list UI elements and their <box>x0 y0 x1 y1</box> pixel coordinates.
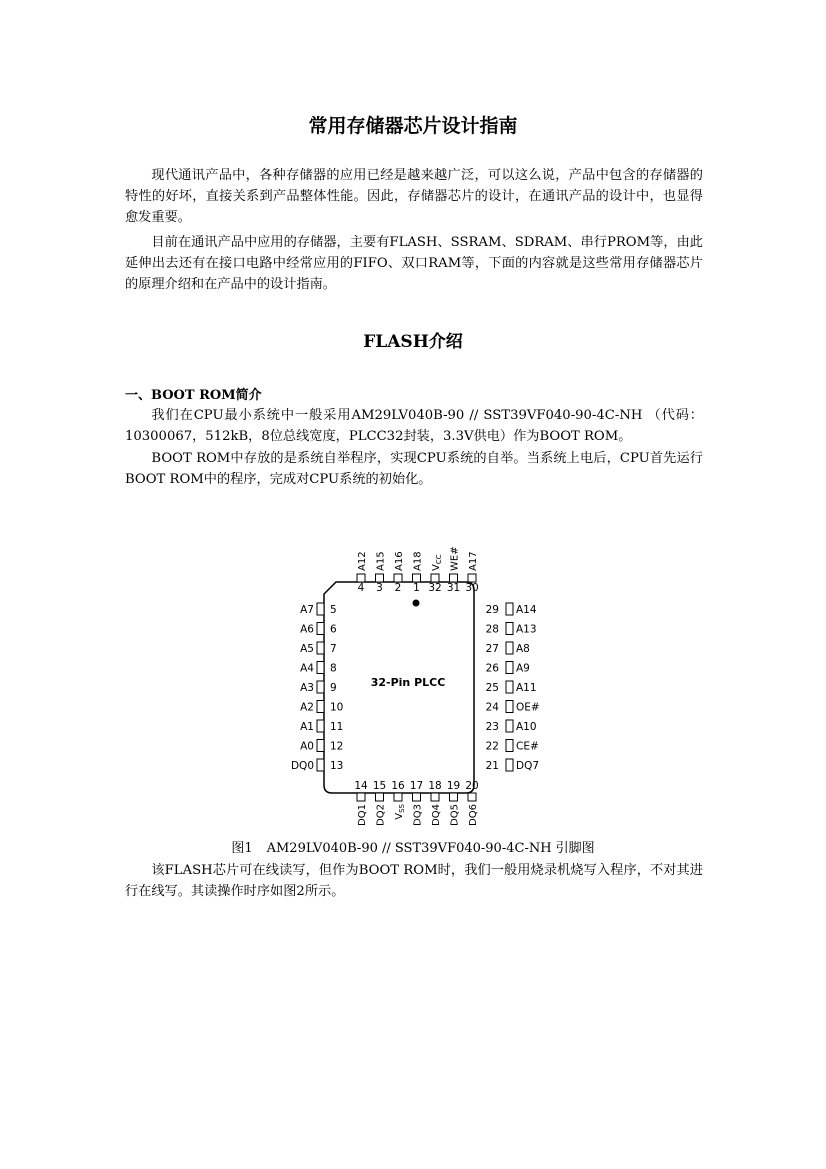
pin-pad-22 <box>506 740 513 752</box>
pin-pad-8 <box>317 662 324 674</box>
pin-pad-31 <box>450 574 458 582</box>
pin-label-a5: A5 <box>300 643 314 655</box>
pin-pad-3 <box>376 574 384 582</box>
pin-label-a2: A2 <box>300 701 314 714</box>
pin-pad-2 <box>394 574 402 582</box>
pin-label-a4: A4 <box>300 662 314 675</box>
flash-paragraph: 该FLASH芯片可在线读写，但作为BOOT ROM时，我们一般用烧录机烧写入程序，不对其进行在线写。其读操作时序如图2所示。 <box>125 863 703 899</box>
figure-caption-text: AM29LV040B-90 // SST39VF040-90-4C-NH 引脚图 <box>266 841 595 856</box>
pin-number-1: 1 <box>413 582 420 594</box>
pin-label-ce-n: CE# <box>516 740 539 753</box>
pin-label-vss: $V_{SS}$ <box>394 804 406 820</box>
pin-label-a1: A1 <box>300 721 314 733</box>
pin-pad-30 <box>468 574 476 582</box>
subheading-boot-rom: 一、BOOT ROM简介 <box>125 388 262 403</box>
pin-pad-20 <box>468 793 476 801</box>
pin-number-18: 18 <box>428 780 442 792</box>
pin-number-31: 31 <box>446 582 461 594</box>
pin-pad-14 <box>357 793 365 801</box>
pin-number-3: 3 <box>376 582 383 594</box>
pin-number-19: 19 <box>446 780 461 792</box>
pin-number-22: 22 <box>485 740 499 753</box>
pin-number-32: 32 <box>428 582 442 594</box>
pin-pad-13 <box>317 759 324 771</box>
pin-pad-26 <box>506 662 513 674</box>
pin-label-a10: A10 <box>516 721 537 733</box>
pin-label-a0: A0 <box>300 740 314 753</box>
document-title: 常用存储器芯片设计指南 <box>308 115 518 137</box>
pin-number-27: 27 <box>485 643 499 655</box>
section-title-flash: FLASH介绍 <box>363 332 463 352</box>
pin-number-23: 23 <box>485 721 499 733</box>
pin-pad-10 <box>317 701 324 713</box>
pin-number-6: 6 <box>330 623 337 636</box>
pin-label-a18: A18 <box>412 551 424 571</box>
pin-number-5: 5 <box>330 604 337 616</box>
pin-pad-7 <box>317 642 324 654</box>
pin-label-dq1: DQ1 <box>357 804 368 826</box>
pin-label-we-n: WE# <box>449 546 461 571</box>
intro-paragraph-2: 目前在通讯产品中应用的存储器，主要有FLASH、SSRAM、SDRAM、串行PROM等，由此延伸出去还有在接口电路中经常应用的FIFO、双口RAM等，下面的内容就是这些常用存储器芯片的原理介绍和在产品中的设计指南。 <box>125 235 703 292</box>
pin1-indicator-dot <box>413 600 420 607</box>
pin-label-a6: A6 <box>300 623 314 636</box>
pin-number-8: 8 <box>330 662 337 675</box>
pin-number-11: 11 <box>330 721 344 733</box>
pin-label-dq3: DQ3 <box>412 804 424 826</box>
pin-number-17: 17 <box>409 780 424 792</box>
pin-number-30: 30 <box>465 582 479 594</box>
pin-label-a14: A14 <box>516 604 537 616</box>
figure-number: 图1 <box>231 841 253 856</box>
pin-label-oe-n: OE# <box>516 701 540 714</box>
pin-label-dq5: DQ5 <box>449 804 461 826</box>
pin-pad-9 <box>317 681 324 693</box>
package-label: 32-Pin PLCC <box>370 676 446 689</box>
pin-number-26: 26 <box>485 662 499 675</box>
pin-pad-24 <box>506 701 513 713</box>
pin-label-a17: A17 <box>468 551 479 571</box>
pin-label-dq7: DQ7 <box>516 760 540 772</box>
intro-paragraph-1: 现代通讯产品中，各种存储器的应用已经是越来越广泛，可以这么说，产品中包含的存储器的特性的好坏，直接关系到产品整体性能。因此，存储器芯片的设计，在通讯产品的设计中，也显得愈发重要。 <box>125 168 703 225</box>
pin-number-24: 24 <box>485 701 499 714</box>
pin-pad-28 <box>506 623 513 635</box>
pin-number-25: 25 <box>485 682 499 694</box>
pin-pad-32 <box>431 574 439 582</box>
pin-label-dq4: DQ4 <box>431 804 442 826</box>
pin-number-9: 9 <box>330 682 337 694</box>
pin-pad-18 <box>431 793 439 801</box>
figure-caption <box>0 837 826 856</box>
pin-pad-5 <box>317 603 324 615</box>
pin-pad-6 <box>317 623 324 635</box>
pin-label-vcc: $V_{CC}$ <box>431 554 443 571</box>
pin-label-a11: A11 <box>516 682 537 694</box>
pin-label-a8: A8 <box>516 643 530 655</box>
pin-label-a3: A3 <box>300 682 314 694</box>
pin-number-20: 20 <box>465 780 479 792</box>
pin-label-a16: A16 <box>394 551 405 571</box>
pin-label-a12: A12 <box>357 551 368 571</box>
boot-rom-paragraph-1: 我们在CPU最小系统中一般采用AM29LV040B-90 // SST39VF040-90-4C-NH （代码：10300067，512kB，8位总线宽度，PLCC32封装，3.3V供电）作为BOOT ROM。 <box>125 408 703 444</box>
pin-pad-21 <box>506 759 513 771</box>
pin-pad-17 <box>413 793 421 801</box>
pin-pad-12 <box>317 740 324 752</box>
pin-number-15: 15 <box>372 780 387 792</box>
pin-number-12: 12 <box>330 740 344 753</box>
pin-number-7: 7 <box>330 643 337 655</box>
pin-pad-1 <box>413 574 421 582</box>
pin-pad-19 <box>450 793 458 801</box>
plcc32-pinout-diagram <box>270 540 560 835</box>
pin-label-a7: A7 <box>300 604 314 616</box>
pin-label-dq2: DQ2 <box>375 804 387 826</box>
pin-pad-15 <box>376 793 384 801</box>
pin-label-a15: A15 <box>375 551 387 571</box>
pin-number-29: 29 <box>485 604 499 616</box>
pin-number-28: 28 <box>485 623 499 636</box>
pin-pad-27 <box>506 642 513 654</box>
boot-rom-paragraph-2: BOOT ROM中存放的是系统自举程序，实现CPU系统的自举。当系统上电后，CPU首先运行BOOT ROM中的程序，完成对CPU系统的初始化。 <box>125 451 703 487</box>
pin-pad-29 <box>506 603 513 615</box>
pin-number-4: 4 <box>357 582 365 594</box>
pin-label-dq6: DQ6 <box>468 804 479 826</box>
pin-label-a9: A9 <box>516 662 530 675</box>
pin-number-2: 2 <box>394 582 402 594</box>
pin-pad-4 <box>357 574 365 582</box>
pin-number-16: 16 <box>391 780 405 792</box>
pin-label-a13: A13 <box>516 623 537 636</box>
pin-pad-16 <box>394 793 402 801</box>
pin-number-10: 10 <box>330 701 344 714</box>
pin-pad-25 <box>506 681 513 693</box>
pin-pad-23 <box>506 720 513 732</box>
pin-number-13: 13 <box>330 760 344 772</box>
pin-pad-11 <box>317 720 324 732</box>
pin-label-dq0: DQ0 <box>290 760 314 772</box>
pin-number-21: 21 <box>485 760 499 772</box>
pin-number-14: 14 <box>354 780 368 792</box>
